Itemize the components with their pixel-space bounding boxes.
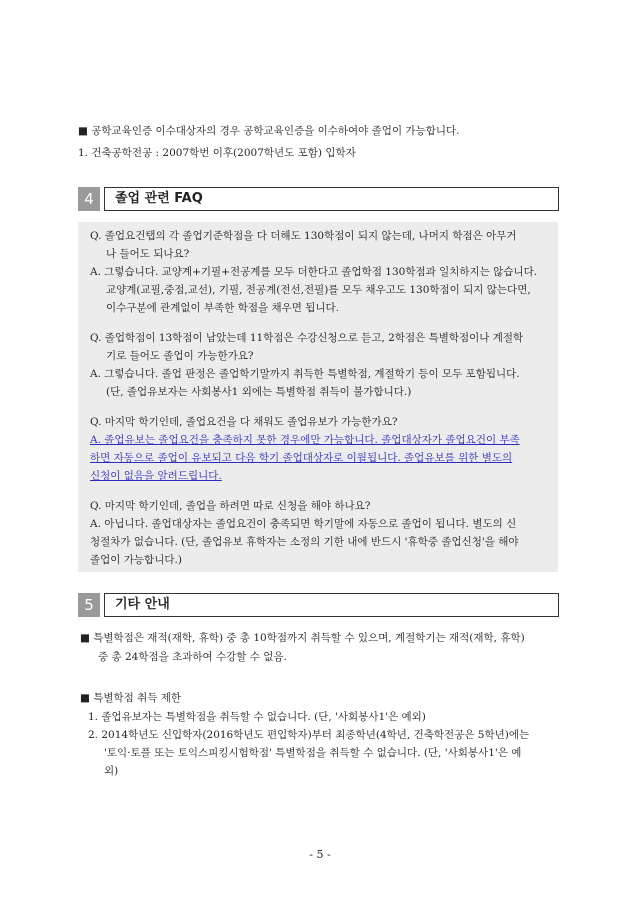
faq-answer: (단, 졸업유보자는 사회봉사1 외에는 특별학점 취득이 불가합니다.): [106, 386, 412, 398]
faq-question: 나 들어도 되나요?: [106, 248, 190, 260]
other-bullet: 중 총 24학점을 초과하여 수강할 수 없음.: [98, 651, 287, 663]
intro-bullet: ■ 공학교육인증 이수대상자의 경우 공학교육인증을 이수하여야 졸업이 가능합니다.: [78, 125, 460, 137]
section-number: 5: [78, 593, 100, 617]
section-number: 4: [78, 187, 100, 211]
section-title: 기타 안내: [104, 593, 559, 617]
page-number: - 5 -: [309, 848, 331, 861]
faq-answer: 졸업이 가능합니다.): [90, 554, 182, 566]
faq-question: Q. 마지막 학기인데, 졸업을 하려면 따로 신청을 해야 하나요?: [90, 500, 371, 512]
faq-question: 기로 들어도 졸업이 가능한가요?: [106, 350, 254, 362]
faq-question: Q. 졸업학점이 13학점이 남았는데 11학점은 수강신청으로 듣고, 2학점은 특별학점이나 계절학: [90, 332, 524, 344]
faq-answer-link[interactable]: 하면 자동으로 졸업이 유보되고 다음 학기 졸업대상자로 이월됩니다. 졸업유보를 위한 별도의: [90, 452, 513, 464]
list-item: 1. 졸업유보자는 특별학점을 취득할 수 없습니다. (단, '사회봉사1'은 예외): [88, 711, 426, 723]
faq-answer: A. 아닙니다. 졸업대상자는 졸업요건이 충족되면 학기말에 자동으로 졸업이 됩니다. 별도의 신: [90, 518, 517, 530]
intro-item: 1. 건축공학전공 : 2007학번 이후(2007학년도 포함) 입학자: [78, 147, 356, 159]
faq-answer-link[interactable]: A. 졸업유보는 졸업요건을 충족하지 못한 경우에만 가능합니다. 졸업대상자가 졸업요건이 부족: [90, 434, 520, 446]
faq-question: Q. 졸업요건탭의 각 졸업기준학점을 다 더해도 130학점이 되지 않는데, 나머지 학점은 아무거: [90, 230, 517, 242]
list-item: '토익·토플 또는 토익스피킹시험학점' 특별학점을 취득할 수 없습니다. (단, '사회봉사1'은 예: [104, 747, 522, 759]
faq-answer: A. 그렇습니다. 교양계+기필+전공계를 모두 더한다고 졸업학점 130학점과 일치하지는 않습니다.: [90, 266, 538, 278]
faq-answer: 청절차가 없습니다. (단, 졸업유보 휴학자는 소정의 기한 내에 반드시 '휴학중 졸업신청'을 해야: [90, 536, 519, 548]
faq-answer-link[interactable]: 신청이 없음을 알려드립니다.: [90, 470, 222, 482]
other-bullet: ■ 특별학점 취득 제한: [80, 692, 182, 704]
list-item: 2. 2014학년도 신입학자(2016학년도 편입학자)부터 최종학년(4학년, 건축학전공은 5학년)에는: [88, 729, 530, 741]
faq-box: [78, 222, 558, 572]
faq-answer: 이수구분에 관계없이 부족한 학점을 채우면 됩니다.: [106, 302, 340, 314]
section-title: 졸업 관련 FAQ: [104, 187, 559, 211]
list-item: 외): [104, 765, 119, 777]
faq-question: Q. 마지막 학기인데, 졸업요건을 다 채워도 졸업유보가 가능한가요?: [90, 416, 398, 428]
faq-answer: A. 그렇습니다. 졸업 판정은 졸업학기말까지 취득한 특별학점, 계절학기 등이 모두 포함됩니다.: [90, 368, 520, 380]
faq-answer: 교양계(교필,중점,교선), 기필, 전공계(전선,전필)를 모두 채우고도 130학점이 되지 않는다면,: [106, 284, 531, 296]
other-bullet: ■ 특별학점은 재적(재학, 휴학) 중 총 10학점까지 취득할 수 있으며, 계절학기는 재적(재학, 휴학): [80, 632, 525, 644]
